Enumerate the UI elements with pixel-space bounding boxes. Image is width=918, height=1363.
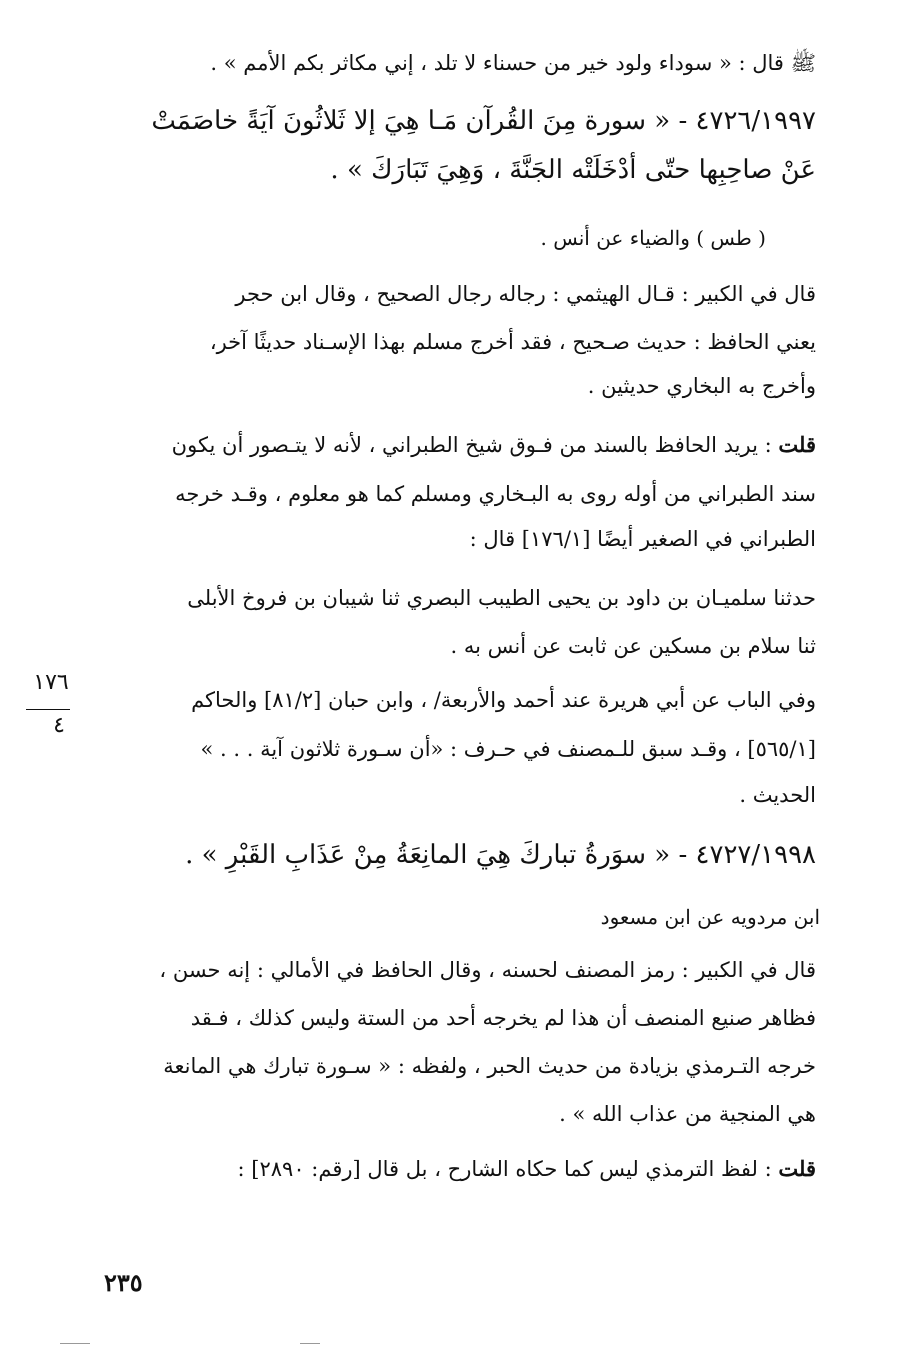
- margin-reference-volume-page: ١٧٦: [33, 670, 69, 695]
- commentary-1-line-3: وأخرج به البخاري حديثين .: [587, 374, 816, 398]
- commentary-line: [104, 1006, 816, 1036]
- isnad-line: [104, 634, 816, 664]
- qultu-label: قلت: [778, 432, 816, 457]
- commentary-line: [104, 1054, 816, 1084]
- hadith-1997-line-2: عَنْ صاحِبِها حتّى أدْخَلَتْه الجَنَّةَ ، وَهِيَ تَبَارَكَ » .: [330, 155, 816, 185]
- commentary-line: [104, 958, 816, 988]
- note-2-line-1: [238, 1156, 816, 1181]
- note-1-line-1: [172, 432, 816, 457]
- qultu-label: قلت: [778, 1156, 816, 1181]
- margin-reference-part: ٤: [53, 713, 65, 738]
- chapter-line-3: الحديث .: [739, 783, 816, 807]
- commentary-line: [104, 374, 816, 404]
- commentary-line: [104, 1102, 816, 1132]
- commentary-2-line-4: هي المنجية من عذاب الله » .: [559, 1102, 816, 1126]
- note-line: [104, 527, 816, 557]
- commentary-2-line-2: فظاهر صنيع المنصف أن هذا لم يخرجه أحد من الستة وليس كذلك ، فـقد: [190, 1006, 816, 1030]
- isnad-line-2: ثنا سلام بن مسكين عن ثابت عن أنس به .: [450, 634, 816, 658]
- isnad-line-1: حدثنا سلميـان بن داود بن يحيى الطيبب البصري ثنا شيبان بن فروخ الأبلى: [187, 586, 816, 610]
- note-line: [104, 1156, 816, 1186]
- scan-artifact: [60, 1343, 90, 1344]
- hadith-1997-source: ( طس ) والضياء عن أنس .: [540, 226, 766, 250]
- note-1-line-3: الطبراني في الصغير أيضًا [١٧٦/١] قال :: [469, 527, 816, 551]
- commentary-line: [104, 282, 816, 312]
- text-line-1: ﷺ قال : « سوداء ولود خير من حسناء لا تلد ، إني مكاثر بكم الأمم » .: [210, 51, 816, 75]
- commentary-line: [104, 330, 816, 360]
- note-line: [104, 432, 816, 462]
- commentary-2-line-1: قال في الكبير : رمز المصنف لحسنه ، وقال الحافظ في الأمالي : إنه حسن ،: [159, 958, 816, 982]
- commentary-1-line-1: قال في الكبير : قـال الهيثمي : رجاله رجال الصحيح ، وقال ابن حجر: [235, 282, 816, 306]
- page-number: ٢٣٥: [104, 1268, 143, 1297]
- scan-artifact: [300, 1343, 320, 1344]
- note-1-line-2: سند الطبراني من أوله روى به البـخاري ومسلم كما هو معلوم ، وقـد خرجه: [175, 482, 816, 506]
- chapter-line-1: وفي الباب عن أبي هريرة عند أحمد والأربعة/ ، وابن حبان [٨١/٢] والحاكم: [191, 688, 816, 712]
- note-line: [104, 482, 816, 512]
- margin-divider: [26, 709, 70, 710]
- chapter-line: [104, 688, 816, 718]
- chapter-line: [104, 783, 816, 813]
- text-line: [104, 50, 816, 80]
- commentary-1-line-2: يعني الحافظ : حديث صـحيح ، فقد أخرج مسلم بهذا الإسـناد حديثًا آخر،: [209, 330, 816, 354]
- note-2-line-1-text: : لفظ الترمذي ليس كما حكاه الشارح ، بل قال [رقم: ٢٨٩٠] :: [237, 1157, 772, 1181]
- chapter-line-2: [٥٦٥/١] ، وقـد سبق للـمصنف في حـرف : «أن سـورة ثلاثون آية . . . »: [200, 737, 816, 761]
- hadith-1998-line-1: ٤٧٢٧/١٩٩٨ - « سوَرةُ تباركَ هِيَ المانِعَةُ مِنْ عَذَابِ القَبْرِ » .: [185, 840, 816, 870]
- chapter-line: [104, 737, 816, 767]
- hadith-1997-line-1: ٤٧٢٦/١٩٩٧ - « سورة مِنَ القُرآن مَـا هِيَ إلا ثَلاثُونَ آيَةً خاصَمَتْ: [151, 106, 816, 136]
- note-1-line-1-text: : يريد الحافظ بالسند من فـوق شيخ الطبراني ، لأنه لا يتـصور أن يكون: [171, 433, 772, 457]
- commentary-2-line-3: خرجه التـرمذي بزيادة من حديث الحبر ، ولفظه : « سـورة تبارك هي المانعة: [163, 1054, 816, 1078]
- hadith-heading: [104, 106, 816, 142]
- isnad-line: [104, 586, 816, 616]
- source-line: [104, 905, 820, 933]
- hadith-line: [104, 155, 816, 191]
- source-line: [104, 226, 816, 254]
- hadith-heading: [104, 840, 816, 876]
- hadith-1998-source: ابن مردويه عن ابن مسعود: [600, 905, 820, 929]
